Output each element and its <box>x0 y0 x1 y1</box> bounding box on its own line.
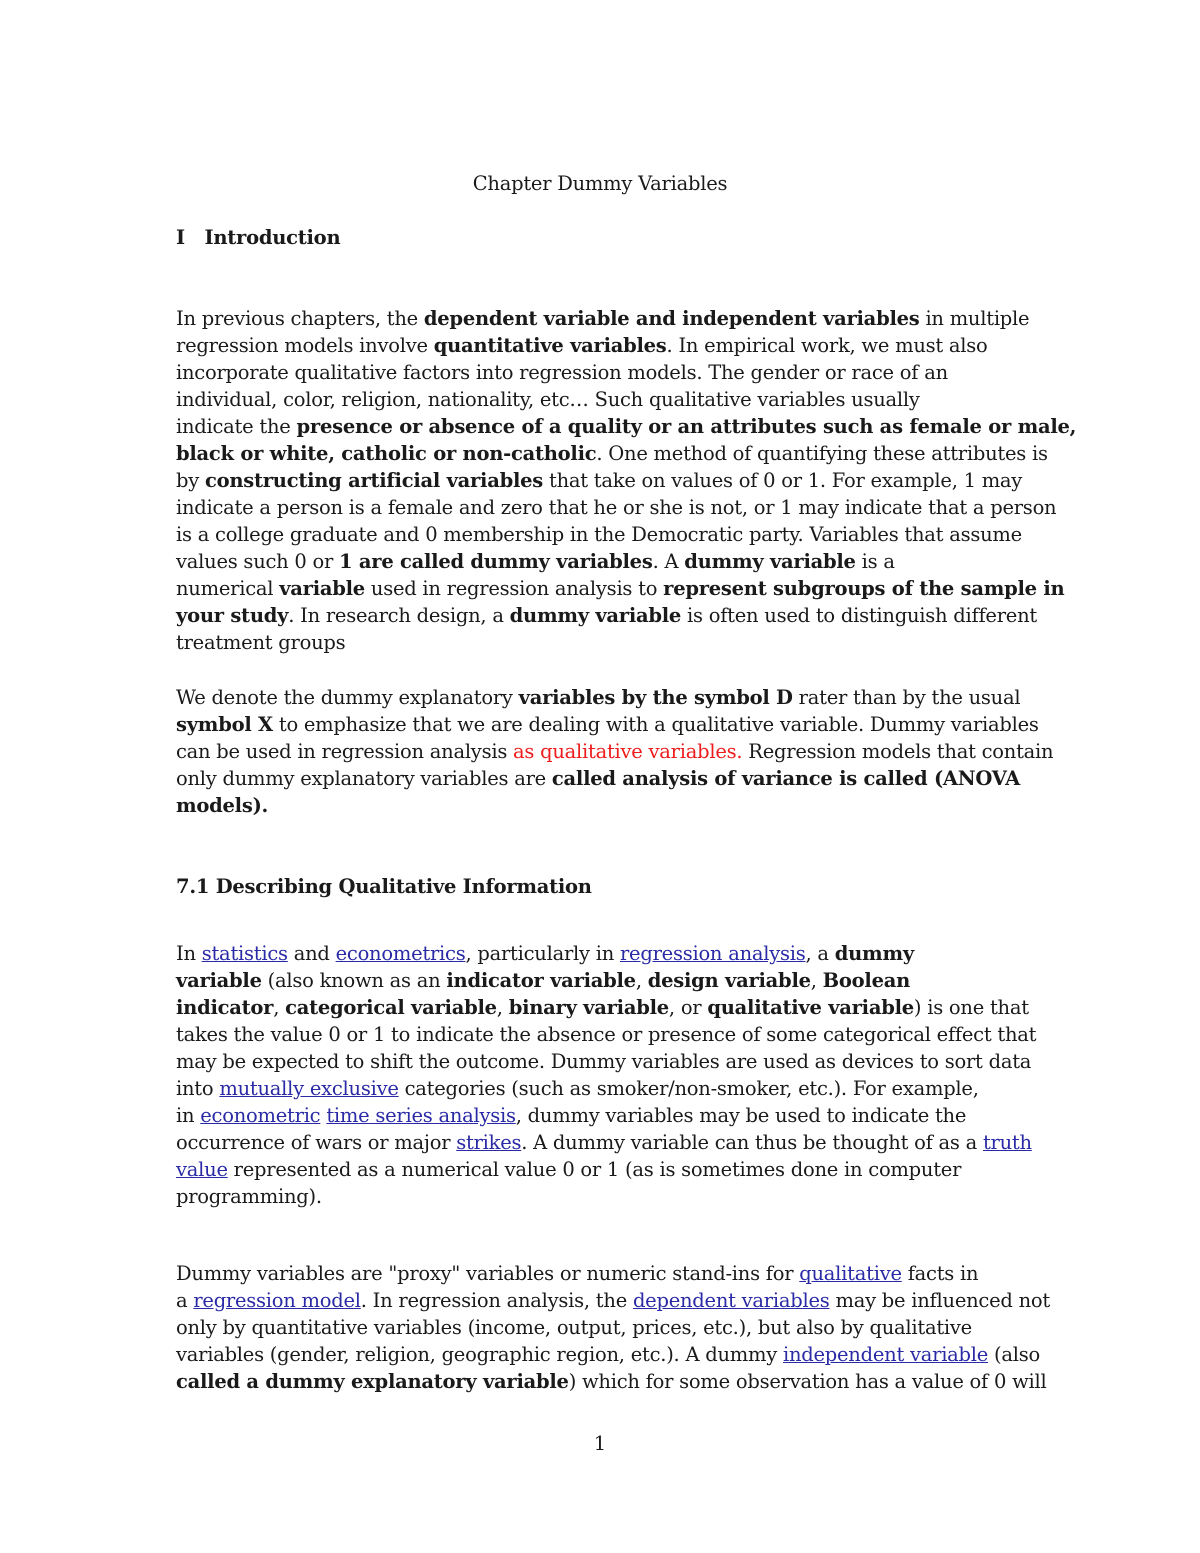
text-line: Dummy variables are "proxy" variables or numeric stand-ins for qualitative facts in <box>176 1262 979 1285</box>
text-line: may be expected to shift the outcome. Dummy variables are used as devices to sort data <box>176 1050 1032 1073</box>
highlighted-text: as qualitative variables. <box>513 740 743 763</box>
link-truth-value[interactable]: value <box>176 1158 228 1181</box>
text-line: individual, color, religion, nationality, etc… Such qualitative variables usually <box>176 388 920 411</box>
text-line: In previous chapters, the dependent variable and independent variables in multiple <box>176 307 1030 330</box>
text-line: variable (also known as an indicator variable, design variable, Boolean <box>176 969 911 992</box>
text-line: indicate the presence or absence of a quality or an attributes such as female or male, <box>176 415 1077 438</box>
text-line: We denote the dummy explanatory variables by the symbol D rater than by the usual <box>176 686 1021 709</box>
text-line: indicator, categorical variable, binary variable, or qualitative variable) is one that <box>176 996 1029 1019</box>
text-line: indicate a person is a female and zero that he or she is not, or 1 may indicate that a person <box>176 496 1057 519</box>
text-line: only dummy explanatory variables are called analysis of variance is called (ANOVA <box>176 767 1021 790</box>
link-statistics[interactable]: statistics <box>201 942 288 965</box>
link-regression-analysis[interactable]: regression analysis <box>619 942 806 965</box>
text-line: by constructing artificial variables that take on values of 0 or 1. For example, 1 may <box>176 469 1023 492</box>
link-regression-model[interactable]: regression model <box>193 1289 361 1312</box>
text-line: takes the value 0 or 1 to indicate the absence or presence of some categorical effect that <box>176 1023 1037 1046</box>
text-line: can be used in regression analysis as qualitative variables. Regression models that contain <box>176 740 1054 763</box>
link-time-series-analysis[interactable]: time series analysis <box>326 1104 516 1127</box>
text-line: incorporate qualitative factors into regression models. The gender or race of an <box>176 361 948 384</box>
text-line: called a dummy explanatory variable) which for some observation has a value of 0 will <box>176 1370 1047 1393</box>
text-line: In statistics and econometrics, particularly in regression analysis, a dummy <box>176 942 914 965</box>
link-qualitative[interactable]: qualitative <box>799 1262 902 1285</box>
link-independent-variable[interactable]: independent variable <box>782 1343 989 1366</box>
link-truth-value[interactable]: truth <box>982 1131 1032 1154</box>
link-econometrics[interactable]: econometrics <box>335 942 466 965</box>
text-line: only by quantitative variables (income, output, prices, etc.), but also by qualitative <box>176 1316 972 1339</box>
text-line: is a college graduate and 0 membership in the Democratic party. Variables that assume <box>176 523 1022 546</box>
text-line: into mutually exclusive categories (such as smoker/non-smoker, etc.). For example, <box>176 1077 979 1100</box>
link-econometric[interactable]: econometric <box>200 1104 321 1127</box>
text-line: symbol X to emphasize that we are dealing with a qualitative variable. Dummy variables <box>176 713 1039 736</box>
section-number: I <box>176 226 185 249</box>
text-line: a regression model. In regression analysis, the dependent variables may be influenced not <box>176 1289 1050 1312</box>
text-line: in econometric time series analysis, dummy variables may be used to indicate the <box>176 1104 967 1127</box>
text-line: models). <box>176 794 269 817</box>
page-number: 1 <box>593 1432 607 1455</box>
section-heading-describing-qualitative: 7.1 Describing Qualitative Information <box>176 875 592 898</box>
text-line: regression models involve quantitative variables. In empirical work, we must also <box>176 334 988 357</box>
text-line: value represented as a numerical value 0 or 1 (as is sometimes done in computer <box>176 1158 962 1181</box>
link-dependent-variables[interactable]: dependent variables <box>632 1289 830 1312</box>
page-title: Chapter Dummy Variables <box>472 172 728 195</box>
section-title: Introduction <box>204 226 341 249</box>
text-line: variables (gender, religion, geographic region, etc.). A dummy independent variable (also <box>176 1343 1040 1366</box>
text-line: occurrence of wars or major strikes. A dummy variable can thus be thought of as a truth <box>176 1131 1032 1154</box>
text-line: your study. In research design, a dummy variable is often used to distinguish different <box>176 604 1037 627</box>
text-line: values such 0 or 1 are called dummy variables. A dummy variable is a <box>176 550 895 573</box>
section-heading-introduction <box>176 224 340 251</box>
text-line: numerical variable used in regression analysis to represent subgroups of the sample in <box>176 577 1065 600</box>
text-line: treatment groups <box>176 631 346 654</box>
text-line: black or white, catholic or non-catholic. One method of quantifying these attributes is <box>176 442 1048 465</box>
link-strikes[interactable]: strikes <box>456 1131 522 1154</box>
text-line: programming). <box>176 1185 322 1208</box>
link-mutually-exclusive[interactable]: mutually exclusive <box>219 1077 399 1100</box>
